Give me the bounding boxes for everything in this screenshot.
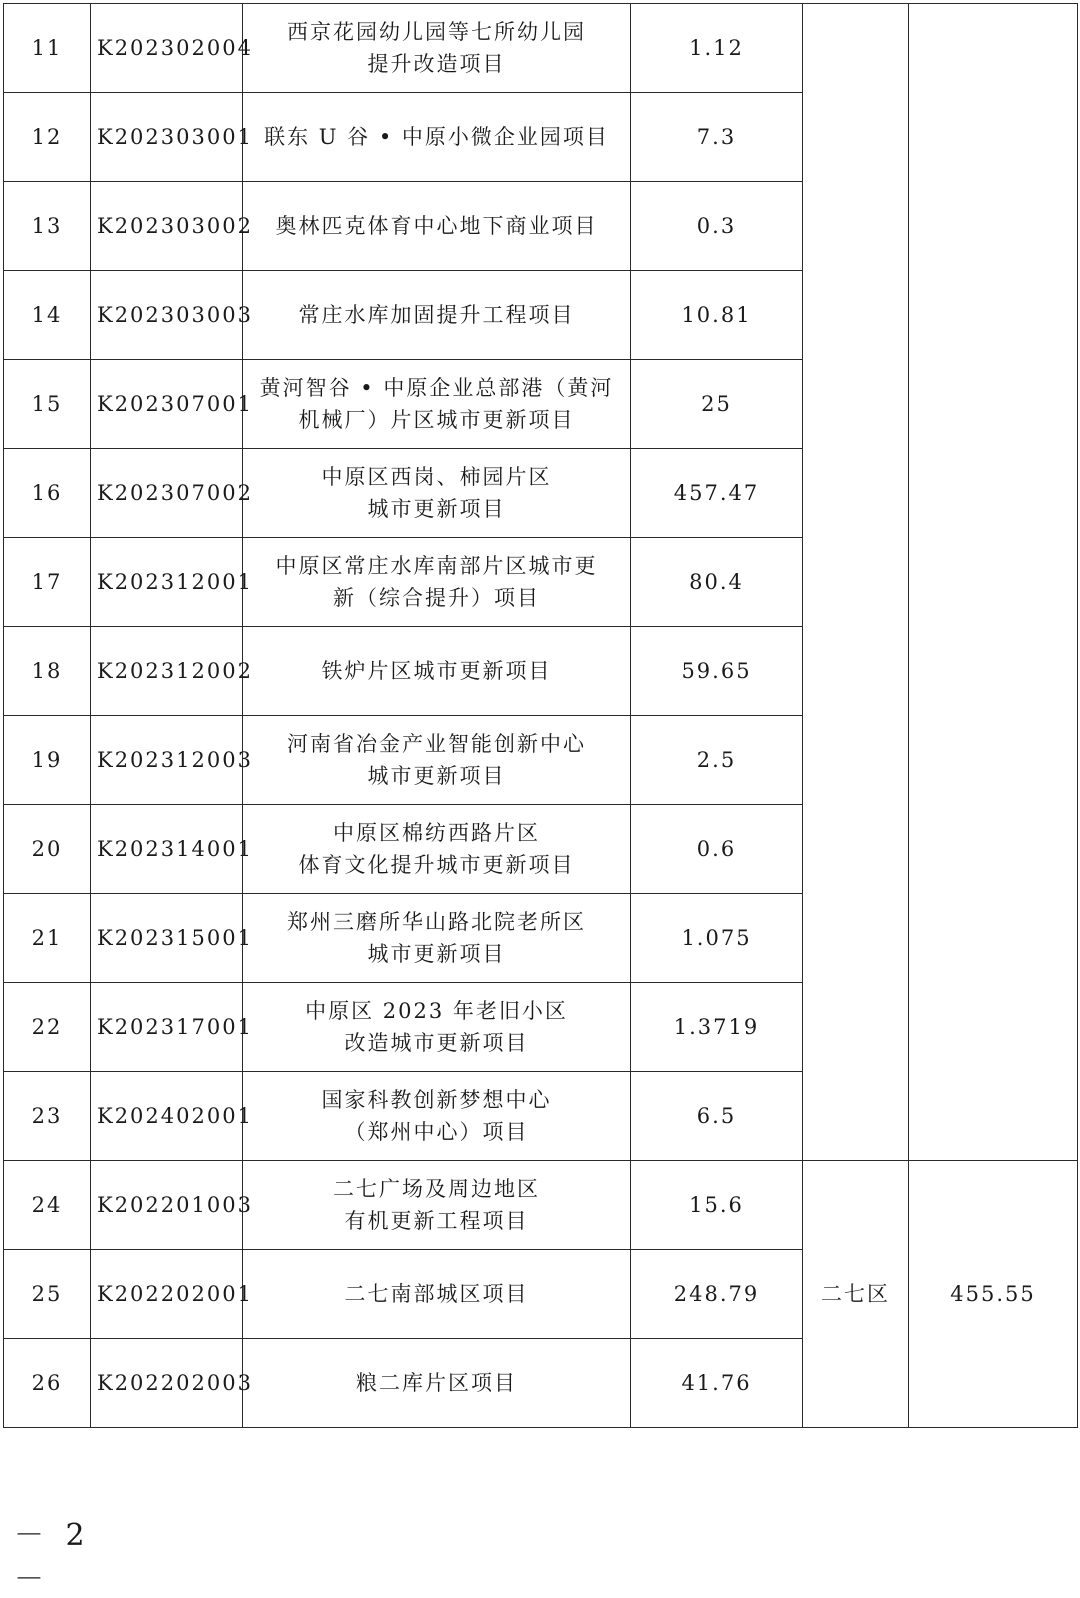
- project-name-line: 国家科教创新梦想中心: [321, 1088, 552, 1112]
- district-total-cell-empty: [909, 4, 1078, 1161]
- project-name-line: 机械厂）片区城市更新项目: [298, 408, 575, 432]
- project-name-line: 城市更新项目: [367, 942, 506, 966]
- project-code: K202302004: [91, 4, 243, 93]
- project-name-line: 城市更新项目: [367, 497, 506, 521]
- project-value: 25: [631, 360, 803, 449]
- project-value: 0.6: [631, 805, 803, 894]
- row-number: 21: [4, 894, 91, 983]
- row-number: 22: [4, 983, 91, 1072]
- project-name: [243, 1339, 631, 1428]
- project-code: K202307002: [91, 449, 243, 538]
- page-number: － 2 －: [14, 1518, 91, 1597]
- row-number: 13: [4, 182, 91, 271]
- district-name: 二七区: [803, 1161, 909, 1428]
- project-name: [243, 182, 631, 271]
- project-name-line: 联东 U 谷 • 中原小微企业园项目: [264, 125, 609, 149]
- row-number: 17: [4, 538, 91, 627]
- project-value: 7.3: [631, 93, 803, 182]
- project-name: [243, 93, 631, 182]
- row-number: 25: [4, 1250, 91, 1339]
- project-code: K202402001: [91, 1072, 243, 1161]
- project-value: 41.76: [631, 1339, 803, 1428]
- project-value: 6.5: [631, 1072, 803, 1161]
- project-code: K202317001: [91, 983, 243, 1072]
- project-name-line: 体育文化提升城市更新项目: [298, 853, 575, 877]
- row-number: 23: [4, 1072, 91, 1161]
- project-code: K202307001: [91, 360, 243, 449]
- project-table: [3, 3, 1078, 1428]
- project-value: 80.4: [631, 538, 803, 627]
- row-number: 18: [4, 627, 91, 716]
- project-code: K202202003: [91, 1339, 243, 1428]
- project-name-line: 二七广场及周边地区: [333, 1177, 540, 1201]
- project-code: K202303003: [91, 271, 243, 360]
- table-row: [4, 1161, 1078, 1250]
- row-number: 26: [4, 1339, 91, 1428]
- row-number: 11: [4, 4, 91, 93]
- project-name-line: 西京花园幼儿园等七所幼儿园: [287, 20, 586, 44]
- project-code: K202303002: [91, 182, 243, 271]
- row-number: 19: [4, 716, 91, 805]
- district-total: 455.55: [909, 1161, 1078, 1428]
- project-name-line: 中原区棉纺西路片区: [333, 821, 540, 845]
- project-code: K202303001: [91, 93, 243, 182]
- project-code: K202315001: [91, 894, 243, 983]
- project-value: 457.47: [631, 449, 803, 538]
- table-row: [4, 4, 1078, 93]
- project-code: K202201003: [91, 1161, 243, 1250]
- row-number: 14: [4, 271, 91, 360]
- project-name: [243, 360, 631, 449]
- project-name-line: 有机更新工程项目: [344, 1209, 529, 1233]
- project-name: [243, 983, 631, 1072]
- project-name-line: 中原区西岗、柿园片区: [321, 465, 552, 489]
- project-name-line: 河南省冶金产业智能创新中心: [287, 732, 586, 756]
- row-number: 12: [4, 93, 91, 182]
- project-name-line: 郑州三磨所华山路北院老所区: [287, 910, 586, 934]
- project-name-line: 黄河智谷 • 中原企业总部港（黄河: [259, 376, 614, 400]
- project-name-line: 新（综合提升）项目: [333, 586, 540, 610]
- project-value: 1.3719: [631, 983, 803, 1072]
- project-value: 1.12: [631, 4, 803, 93]
- project-code: K202202001: [91, 1250, 243, 1339]
- project-value: 59.65: [631, 627, 803, 716]
- project-value: 15.6: [631, 1161, 803, 1250]
- project-code: K202312002: [91, 627, 243, 716]
- project-name-line: 铁炉片区城市更新项目: [321, 659, 552, 683]
- district-cell-empty: [803, 4, 909, 1161]
- project-name-line: 奥林匹克体育中心地下商业项目: [275, 214, 598, 238]
- project-name: [243, 1161, 631, 1250]
- project-name-line: 提升改造项目: [367, 52, 506, 76]
- project-code: K202314001: [91, 805, 243, 894]
- project-name: [243, 716, 631, 805]
- row-number: 24: [4, 1161, 91, 1250]
- project-name-line: 二七南部城区项目: [344, 1282, 529, 1306]
- row-number: 15: [4, 360, 91, 449]
- project-value: 10.81: [631, 271, 803, 360]
- project-name: [243, 1250, 631, 1339]
- project-name-line: 中原区常庄水库南部片区城市更: [275, 554, 598, 578]
- project-name-line: 常庄水库加固提升工程项目: [298, 303, 575, 327]
- project-name: [243, 538, 631, 627]
- project-value: 0.3: [631, 182, 803, 271]
- row-number: 20: [4, 805, 91, 894]
- project-name: [243, 271, 631, 360]
- project-name: [243, 1072, 631, 1161]
- project-name-line: 改造城市更新项目: [344, 1031, 529, 1055]
- project-value: 1.075: [631, 894, 803, 983]
- project-name: [243, 449, 631, 538]
- project-name-line: 粮二库片区项目: [356, 1371, 517, 1395]
- project-value: 248.79: [631, 1250, 803, 1339]
- row-number: 16: [4, 449, 91, 538]
- project-name-line: 城市更新项目: [367, 764, 506, 788]
- project-name: [243, 805, 631, 894]
- project-name: [243, 627, 631, 716]
- project-name: [243, 894, 631, 983]
- project-name-line: 中原区 2023 年老旧小区: [305, 999, 568, 1023]
- project-code: K202312001: [91, 538, 243, 627]
- project-value: 2.5: [631, 716, 803, 805]
- project-name-line: （郑州中心）项目: [344, 1120, 529, 1144]
- project-code: K202312003: [91, 716, 243, 805]
- project-name: [243, 4, 631, 93]
